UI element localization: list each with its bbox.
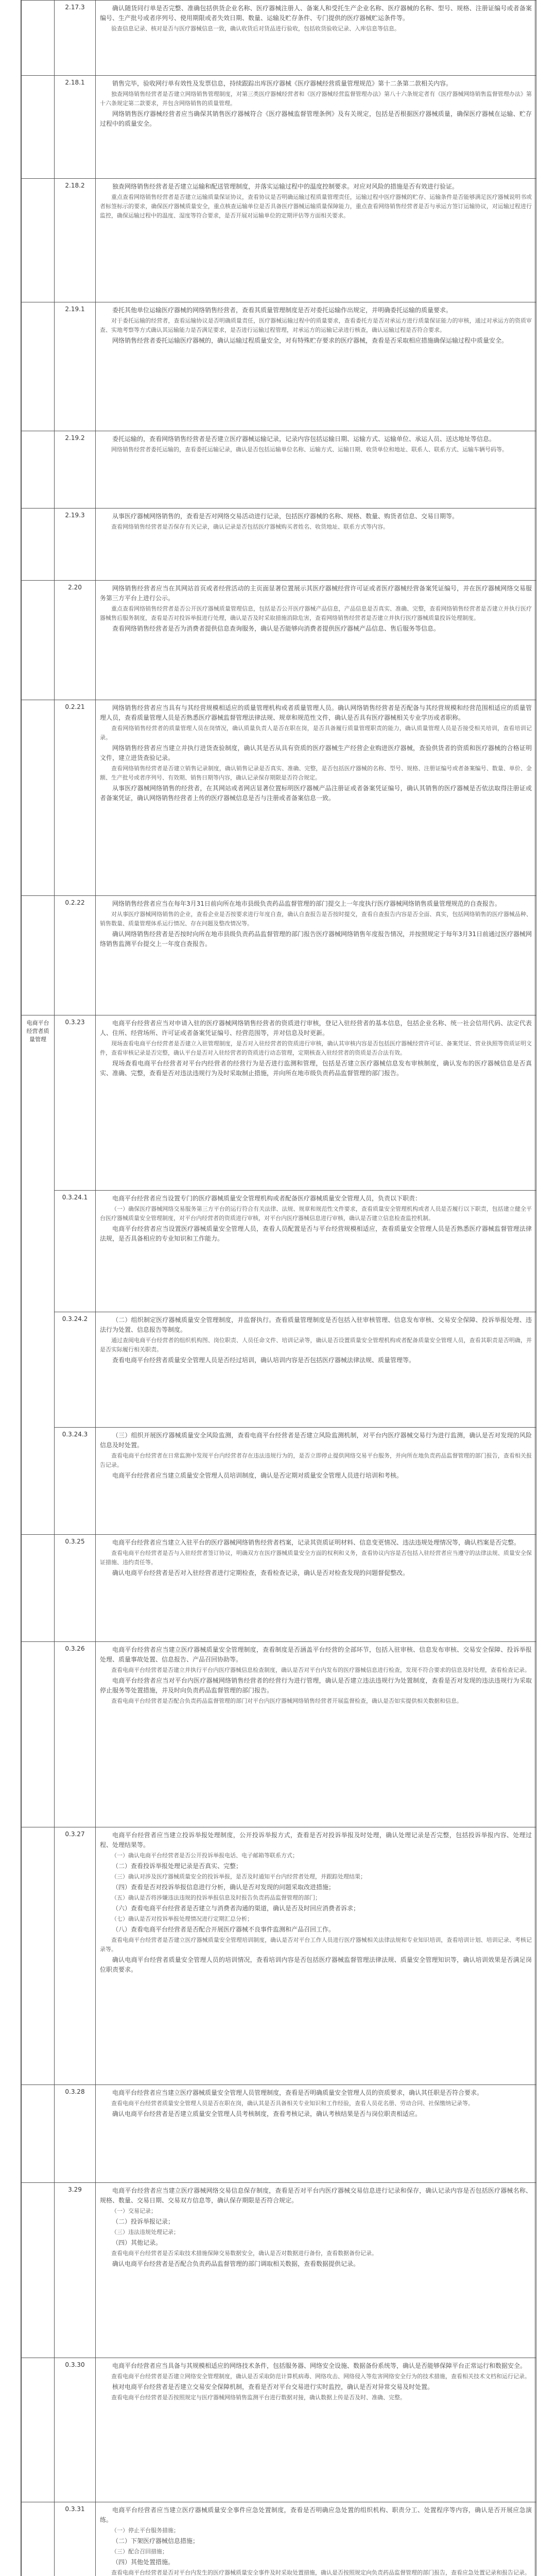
- table-row: [22, 509, 536, 581]
- section-cell: [22, 1, 55, 76]
- content-paragraph: 电商平台经营者应当对申请入驻的医疗器械网络销售经营者的资质进行审核，登记入驻经营者的基本信息，包括企业名称、统一社会信用代码、法定代表人、住所、经营场所、许可证或者备案凭证编号、经营范围等，并对信息及时更新。: [100, 1020, 532, 1037]
- clause-number: 0.3.23: [55, 1015, 96, 1191]
- content-paragraph: 现场查看电商平台经营者是否建立入驻管理制度，是否对入驻经营者的资质进行审核，确认其审核内容是否包括医疗器械经营许可证、备案凭证、营业执照等资质证明文件，查看审核记录是否完整，确认平台是否对入驻经营者的资质进行动态管理，定期核查入驻经营者的资质是否合法有效。: [100, 1040, 532, 1056]
- section-cell: [22, 1642, 55, 1827]
- section-cell: [22, 179, 55, 302]
- clause-number: 2.18.2: [55, 179, 96, 302]
- content-paragraph: （一）交易记录；: [111, 2208, 157, 2214]
- content-paragraph: 查看电商平台经营者是否配合负责药品监督管理的部门对平台内医疗器械网络销售经营者开展监督检查，确认是否如实提供相关数据和信息。: [111, 1698, 462, 1704]
- section-cell: [22, 2183, 55, 2358]
- clause-number: 3.29: [55, 2183, 96, 2358]
- content-paragraph: （二）下架医疗器械信息措施；: [112, 2537, 199, 2545]
- content-paragraph: 查看电商平台经营者是否建立医疗器械质量安全管理培训制度，确认是否对平台工作人员进行医疗器械相关法律法规和专业知识培训，查看培训计划、培训记录、考核记录等。: [100, 1937, 532, 1953]
- clause-number: 0.2.21: [55, 700, 96, 896]
- content-paragraph: 电商平台经营者应当建立医疗器械质量安全事件应急处置制度，查看是否明确应急处置的组织机构、职责分工、处置程序等内容，确认是否开展应急演练。: [100, 2506, 532, 2523]
- content-paragraph: 委托其他单位运输医疗器械的网络销售经营者，查看其质量管理制度是否对委托运输作出规定，并明确委托运输的质量要求。: [112, 307, 453, 314]
- table-row: [22, 1191, 536, 1312]
- table-row: [22, 1535, 536, 1642]
- inspection-content: [96, 581, 536, 700]
- content-paragraph: 查看电商平台经营者是否建立并执行平台内医疗器械信息检查制度，确认是否对平台内发布的医疗器械信息进行检查，发现不符合要求的信息及时处理，查看检查记录。: [111, 1667, 530, 1673]
- clause-number: 0.3.31: [55, 2502, 96, 2576]
- section-cell: [22, 509, 55, 581]
- table-row: [22, 2358, 536, 2502]
- content-paragraph: 电商平台经营者应当设置专门的医疗器械质量安全管理机构或者配备医疗器械质量安全管理人员，负责以下职责：: [112, 1195, 422, 1202]
- content-paragraph: 验查信息记录、核对是否与医疗器械信息一致，确认收货后对货品进行验收，包括收货验收记录、入库信息等信息。: [111, 25, 400, 32]
- content-paragraph: 电商平台经营者应当建立入驻平台的医疗器械网络销售经营者档案，记录其资质证明材料、信息变更情况、违法违规处理情况等，确认档案是否完整。: [112, 1539, 520, 1546]
- section-cell: [22, 2502, 55, 2576]
- content-paragraph: 独查网络销售经营者是否建立运输和配送管理制度，并落实运输过程中的温度控制要求。对应对风险的措施是否有效进行验证。: [112, 183, 459, 190]
- content-paragraph: 查看电商平台经营者是否采取技术措施保障交易数据安全，确认是否对数据进行备份，查看数据备份记录。: [111, 2250, 377, 2257]
- table-row: [22, 302, 536, 431]
- inspection-content: [96, 302, 536, 431]
- content-paragraph: 网络销售经营者应当具有与其经营规模相适应的质量管理机构或者质量管理人员。确认网络销售经营者是否配备与其经营规模和经营范围相适应的质量管理人员，查看质量管理人员是否熟悉医疗器械监督管理法律法规、规章和规范性文件，确认是否具有医疗器械相关专业学历或者职称。: [100, 704, 532, 721]
- content-paragraph: 电商平台经营者应当建立医疗器械网络交易信息保存制度，查看是否对平台内医疗器械交易信息进行记录和保存，确认记录内容是否包括医疗器械名称、规格、数量、交易日期、交易双方信息等，确认保存期限是否符合规定。: [100, 2187, 532, 2204]
- clause-number: 0.3.30: [55, 2358, 96, 2502]
- section-cell: 电商平台经营者质量管理: [22, 1015, 55, 1535]
- content-paragraph: 电商平台经营者应当建立投诉举报处理制度，公开投诉举报方式，查看是否对投诉举报及时处理，确认处理记录是否完整，包括投诉举报内容、处理过程、处理结果等。: [100, 1832, 532, 1849]
- clause-number: 2.19.1: [55, 302, 96, 431]
- content-paragraph: 电商平台经营者应当对平台内医疗器械网络销售经营者的经营行为进行管理，确认是否建立违法违规行为处置制度，查看是否对发现的违法违规行为采取停止服务等处置措施，并及时向负责药品监督管理的部门报告。: [100, 1677, 532, 1694]
- clause-number: 0.3.24.3: [55, 1428, 96, 1535]
- table-row: [22, 1827, 536, 2085]
- inspection-content: [96, 509, 536, 581]
- inspection-content: [96, 2085, 536, 2183]
- content-paragraph: （一）确认电商平台经营者是否公开投诉举报电话、电子邮箱等联系方式；: [111, 1852, 298, 1859]
- section-cell: [22, 431, 55, 509]
- content-paragraph: 电商平台经营者应当建立质量安全管理人员培训制度，确认是否定期对质量安全管理人员进行培训和考核。: [112, 1472, 403, 1479]
- section-cell: [22, 76, 55, 179]
- section-cell: [22, 896, 55, 1015]
- content-paragraph: 重点查看网络销售经营者是否建立运输质量保证协议，查看协议是否明确运输过程质量管理责任，运输过程中医疗器械的贮存、运输条件是否能够满足医疗器械说明书或者标签标示的要求，确保医疗器械质量安全，重点核查运输单位是否具备医疗器械运输质量保障能力，重点查看网络销售经营者是否与承运方签订运输协议，对运输过程进行监控，确保运输过程中的温度、湿度等符合要求，是否开展对运输单位的定期评估等方面相关要求。: [100, 194, 532, 219]
- table-row: [22, 1, 536, 76]
- content-paragraph: 网络销售医疗器械经营者应当确保其销售医疗器械符合《医疗器械监督管理条例》及有关规定，包括是否根据医疗器械质量，确保医疗器械在运输、贮存过程中的质量安全。: [100, 110, 532, 127]
- content-paragraph: （三）配合召回措施；: [111, 2548, 168, 2555]
- inspection-content: [96, 1535, 536, 1642]
- content-paragraph: 查看网络销售经营者是否保存有关记录，确认记录是否包括医疗器械购买者姓名、收货地址、联系方式等内容。: [111, 523, 389, 530]
- content-paragraph: 网络销售经营者委托运输医疗器械的，确认运输过程质量安全，对有特殊贮存要求的医疗器械，查看是否采取相应措施确保运输过程中质量安全。: [112, 337, 508, 344]
- content-paragraph: 电商平台经营者应当建立医疗器械质量安全管理制度，查看制度是否涵盖平台经营的全部环节，包括入驻审核、信息发布审核、交易安全保障、投诉举报处理、质量事故处置、信息报告、产品召回协助等。: [100, 1646, 532, 1663]
- content-paragraph: 对于委托运输的经营者，查看运输协议是否明确质量责任，医疗器械运输过程中的质量要求，查看委托方是否对承运方进行质量保证能力的审核，通过对承运方的资质审查、实地考察等方式确认其运输能力是否满足要求，是否进行运输过程管理，对承运方的运输记录进行核查，确认运输过程是否符合要求。: [100, 317, 532, 333]
- content-paragraph: 查看电商平台经营者是否对平台内发生的医疗器械质量安全事件及时采取处置措施，确认是否按照规定向负责药品监督管理的部门报告，查看应急处置记录和报告记录。: [111, 2569, 530, 2576]
- content-paragraph: 查看网络销售经营者的质量管理人员在岗情况，确认质量负责人是否在职在岗，是否具备履行质量管理职责的能力，确认质量管理人员是否接受相关培训，查看培训记录。: [100, 725, 532, 741]
- content-paragraph: 查看电商平台经营者质量安全管理人员是否在职在岗，确认其是否具备相关专业知识和工作经验，查看人员花名册、劳动合同、社保缴纳记录等。: [111, 2100, 474, 2107]
- clause-number: 2.20: [55, 581, 96, 700]
- content-paragraph: 电商平台经营者应当具备与其规模相适应的网络技术条件，包括服务器、网络安全设施、数据备份系统等，确认是否能够保障平台正常运行和数据安全。: [112, 2362, 527, 2369]
- inspection-content: [96, 1428, 536, 1535]
- inspection-content: [96, 179, 536, 302]
- content-paragraph: 网络销售经营者委托运输的，查看委托运输记录，确认是否包括运输单位名称、运输方式、运输日期、收货单位和地址、联系人、联系方式、运输车辆号码等。: [111, 446, 508, 453]
- content-paragraph: （二）查看投诉举报处理记录是否真实、完整；: [112, 1862, 242, 1870]
- clause-number: 2.19.3: [55, 509, 96, 581]
- content-paragraph: 独查网络销售经营者是否建立网络销售管理制度，对第三类医疗器械经营者和《医疗器械经营监督管理办法》第八十六条规定者有《医疗器械网络销售监督管理办法》第十六条规定第二款要求，并包含网络销售的质量管理。: [100, 91, 532, 107]
- content-paragraph: 通过查阅电商平台经营者的组织机构图、岗位职责、人员任命文件、培训记录等，确认是否设置质量安全管理机构或者配备质量安全管理人员，查看其职责是否明确，并是否实际履行相关职责。: [100, 1337, 532, 1353]
- content-paragraph: （六）查看电商平台经营者是否建立与消费者沟通的渠道，确认是否及时回应消费者诉求；: [112, 1905, 360, 1912]
- content-paragraph: 查看电商平台经营者在日常监测中发现平台内经营者存在违法违规行为的，是否立即停止提供网络交易平台服务，并向所在地负责药品监督管理的部门报告，查看相关报告记录。: [100, 1452, 532, 1468]
- content-paragraph: 查看网络销售经营者是否为消费者提供信息查询服务，确认是否能够向消费者提供医疗器械产品信息、售后服务等信息。: [112, 625, 440, 632]
- table-body: [22, 1, 536, 2576]
- section-cell: [22, 1535, 55, 1642]
- inspection-content: [96, 2358, 536, 2502]
- content-paragraph: 网络销售经营者应当在每年3月31日前向所在地市县级负责药品监督管理的部门提交上一年度执行医疗器械网络销售质量管理规范的自查报告。: [112, 900, 501, 907]
- content-paragraph: （八）查看电商平台经营者是否配合开展医疗器械不良事件监测和产品召回工作。: [112, 1926, 335, 1933]
- inspection-content: [96, 76, 536, 179]
- inspection-content: [96, 700, 536, 896]
- clause-number: 0.3.24.2: [55, 1312, 96, 1428]
- content-paragraph: 确认随货同行单是否完整、准确包括供货企业名称、医疗器械注册人、备案人和受托生产企业名称、医疗器械的名称、型号、规格、注册证编号或者备案编号、生产批号或者序列号、使用期限或者失效日期、数量、运输及贮存条件、专门提供的医疗器械贮运条件等。: [100, 5, 532, 22]
- clause-number: 2.18.1: [55, 76, 96, 179]
- inspection-content: [96, 2502, 536, 2576]
- content-paragraph: （二）组织制定医疗器械质量安全管理制度，并监督执行。查看质量管理制度是否包括入驻审核管理、信息发布审核、交易安全保障、投诉举报处理、违法行为处置、信息报告等制度。: [100, 1316, 532, 1333]
- table-row: [22, 896, 536, 1015]
- clause-number: 0.3.24.1: [55, 1191, 96, 1312]
- clause-number: 0.3.25: [55, 1535, 96, 1642]
- content-paragraph: （四）查看是否对投诉举报信息进行分析，确认是否对发现的问题采取改进措施；: [112, 1884, 335, 1891]
- content-paragraph: 查看电商平台经营者是否建立网络安全管理制度，确认是否采取防范计算机病毒、网络攻击、网络侵入等危害网络安全行为的技术措施，查看相关技术文档和运行记录。: [111, 2373, 530, 2380]
- content-paragraph: 销售完毕，验收网行单有效性及发票信息，持续跟踪出库医疗器械《医疗器械经营质量管理规范》第十二条第二款相关内容。: [112, 80, 453, 87]
- clause-number: 2.17.3: [55, 1, 96, 76]
- section-cell: [22, 2358, 55, 2502]
- inspection-content: [96, 1642, 536, 1827]
- clause-number: 2.19.2: [55, 431, 96, 509]
- clause-number: 0.3.27: [55, 1827, 96, 2085]
- inspection-content: [96, 896, 536, 1015]
- table-row: [22, 1312, 536, 1428]
- section-cell: [22, 581, 55, 700]
- content-paragraph: （一）确保医疗器械网络交易服务第三方平台的运行符合有关法律、法规、规章和规范性文件要求，查看质量安全管理机构或者人员是否履行以下职责，包括建立健全平台医疗器械质量安全管理制度，对平台内经营者的资质进行审核，对平台内医疗器械信息进行审核，确认是否建立信息检查监控机制。: [100, 1206, 532, 1222]
- content-paragraph: 从事医疗器械网络销售的经营者，在其网站或者网店显著位置标明医疗器械产品注册证或者备案凭证编号，确认其销售的医疗器械是否依法取得注册证或者备案凭证，确认网络销售经营者上传的医疗器械信息是否与注册或者备案信息一致。: [100, 785, 532, 802]
- content-paragraph: 确认网络销售经营者是否按时向所在地市县级负责药品监督管理的部门报告医疗器械网络销售年度报告情况，并按照规定于每年3月31日前通过医疗器械网络销售监测平台提交上一年度自查报告。: [100, 930, 532, 947]
- content-paragraph: 查看电商平台经营者是否按照规定与医疗器械网络销售监测平台进行数据对接，确认数据上传是否及时、准确、完整。: [111, 2394, 406, 2401]
- content-paragraph: （七）确认是否对投诉举报处理情况进行定期汇总分析；: [111, 1916, 253, 1922]
- clause-number: 0.3.26: [55, 1642, 96, 1827]
- table-row: [22, 179, 536, 302]
- table-row: [22, 431, 536, 509]
- content-paragraph: （四）其他处置措施。: [112, 2558, 175, 2566]
- content-paragraph: 电商平台经营者应当设置医疗器械质量安全管理人员，查看人员配置是否与平台经营规模相适应，查看质量安全管理人员是否熟悉医疗器械监督管理法律法规，是否具备相应的专业知识和工作能力。: [100, 1225, 532, 1242]
- inspection-content: [96, 431, 536, 509]
- inspection-content: [96, 1827, 536, 2085]
- content-paragraph: （三）确认对涉及医疗器械质量安全的投诉举报，是否及时通知平台内经营者处理，并跟踪处理结果；: [111, 1873, 366, 1880]
- inspection-content: [96, 1312, 536, 1428]
- section-cell: [22, 302, 55, 431]
- content-paragraph: 对从事医疗器械网络销售的企业，查看企业是否按要求进行年度自查，确认自查报告是否按时提交，查看自查报告内容是否全面、真实，包括网络销售的医疗器械品种、销售数量、质量管理体系运行情况、存在问题及整改情况等。: [100, 911, 532, 927]
- content-paragraph: 确认电商平台经营者是否对入驻经营者进行定期检查，查看检查记录，确认是否对检查发现的问题督促整改。: [112, 1569, 409, 1577]
- table-row: [22, 2502, 536, 2576]
- content-paragraph: 网络销售经营者应当建立并执行进货查验制度，确认其是否从具有资质的医疗器械生产经营企业购进医疗器械，查验供货者的资质和医疗器械的合格证明文件，建立进货查验记录。: [100, 744, 532, 761]
- section-cell: [22, 2085, 55, 2183]
- content-paragraph: 查看电商平台经营者质量安全管理人员是否经过培训，确认培训内容是否包括医疗器械法律法规、质量管理等。: [112, 1357, 415, 1364]
- table-row: [22, 1428, 536, 1535]
- content-paragraph: 核对电商平台经营者是否建立交易安全保障机制，查看是否对平台交易进行实时监控，确认是否对异常交易及时处置。: [112, 2383, 434, 2391]
- document-page: [21, 0, 535, 2576]
- table-row: [22, 581, 536, 700]
- content-paragraph: （三）违法违规处理记录；: [111, 2229, 179, 2235]
- table-row: [22, 2085, 536, 2183]
- content-paragraph: （一）停止平台服务措施；: [111, 2527, 179, 2534]
- table-row: [22, 1642, 536, 1827]
- content-paragraph: 现场查看电商平台经营者对平台内经营者的经营行为是否进行监测和管理，包括是否建立医疗器械信息发布审核制度，确认发布的医疗器械信息是否真实、准确、完整，查看是否对违法违规行为及时采取制止措施，并向所在地市级负责药品监督管理的部门报告。: [100, 1060, 532, 1077]
- content-paragraph: 委托运输的，查看网络销售经营者是否建立医疗器械运输记录，记录内容包括运输日期、运输方式、运输单位、承运人员、送达地址等信息。: [112, 435, 496, 443]
- section-cell: [22, 1827, 55, 2085]
- content-paragraph: 电商平台经营者应当建立医疗器械质量安全管理人员管理制度，查看是否明确质量安全管理人员的资质要求，确认其任职是否符合要求。: [112, 2089, 483, 2096]
- clause-number: 0.3.28: [55, 2085, 96, 2183]
- table-row: [22, 700, 536, 896]
- table-row: [22, 2183, 536, 2358]
- content-paragraph: 确认电商平台经营者是否建立质量安全管理人员考核制度，查看考核记录，确认考核结果是否与岗位职责相适应。: [112, 2110, 422, 2117]
- content-paragraph: 重点查看网络销售经营者是否公开医疗器械质量管理信息，包括是否公开医疗器械产品信息，产品信息是否真实、准确、完整，查看网络销售经营者是否建立并执行医疗器械售后服务制度，查看是否对投诉举报进行处理，确认是否及时采取措施消除危害，查看网络销售经营者是否建立并执行医疗器械质量投诉处理制度。: [100, 605, 532, 621]
- content-paragraph: （三）组织开展医疗器械质量安全风险监测，查看电商平台经营者是否建立风险监测机制，对平台内医疗器械交易行为进行监测，确认是否对发现的风险信息及时处置。: [100, 1432, 532, 1449]
- inspection-content: [96, 2183, 536, 2358]
- content-paragraph: （四）其他记录。: [112, 2239, 162, 2246]
- content-paragraph: 查看电商平台经营者是否与入驻经营者签订协议，明确双方在医疗器械质量安全方面的权利和义务，查看协议内容是否包括入驻经营者应当遵守的法律法规、质量安全保证措施、违约责任等。: [100, 1550, 532, 1566]
- content-paragraph: 确认电商平台经营者质量安全管理人员的培训情况，查看培训内容是否包括医疗器械监督管理法律法规、质量安全管理知识等，确认培训效果是否满足岗位职责要求。: [100, 1956, 532, 1973]
- section-cell: [22, 700, 55, 896]
- content-paragraph: 网络销售经营者应当在其网站首页或者经营活动的主页面显著位置展示其医疗器械经营许可证或者医疗器械经营备案凭证编号，并在医疗器械网络交易服务第三方平台上进行公示。: [100, 585, 532, 602]
- content-paragraph: 查看网络销售经营者是否建立销售记录制度，确认销售记录是否真实、准确、完整，是否包括医疗器械的名称、型号、规格、注册证编号或者备案编号、数量、单价、金额、生产批号或者序列号、有效期、销售日期等内容，确认记录保存期限是否符合规定。: [100, 765, 532, 781]
- content-paragraph: （二）投诉举报记录；: [112, 2218, 175, 2225]
- clause-number: 0.2.22: [55, 896, 96, 1015]
- inspection-content: [96, 1, 536, 76]
- content-paragraph: 从事医疗器械网络销售的，查看是否对网络交易活动进行记录，包括医疗器械的名称、规格、数量、购货者信息、交易日期等。: [112, 513, 459, 520]
- content-paragraph: 确认电商平台经营者是否配合负责药品监督管理的部门调取相关数据，查看数据提供记录。: [112, 2260, 360, 2267]
- inspection-content: [96, 1191, 536, 1312]
- content-paragraph: （五）确认是否将涉嫌违法违规的投诉举报信息及时报告负责药品监督管理的部门；: [111, 1894, 321, 1901]
- table-row: [22, 1015, 536, 1191]
- inspection-content: [96, 1015, 536, 1191]
- table-row: [22, 76, 536, 179]
- inspection-table: [21, 0, 536, 2576]
